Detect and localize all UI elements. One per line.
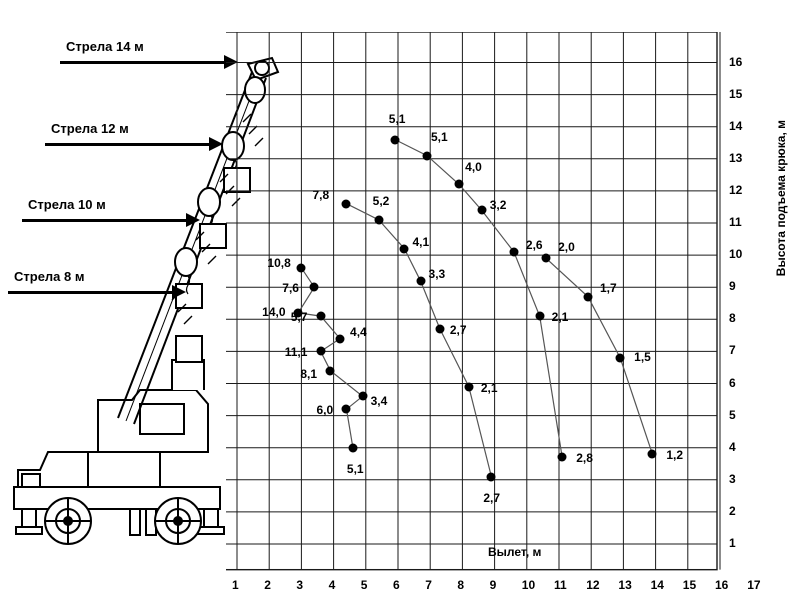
x-tick-15: 15 bbox=[682, 577, 697, 592]
arrow-label-boom-8: Стрела 8 м bbox=[14, 269, 85, 284]
data-point-label: 5,1 bbox=[430, 129, 448, 144]
data-point-label: 4,0 bbox=[465, 160, 482, 175]
data-point bbox=[297, 263, 306, 272]
data-point bbox=[435, 324, 444, 333]
load-curves bbox=[226, 32, 723, 572]
arrow-boom-14 bbox=[60, 39, 240, 69]
y-tick-4: 4 bbox=[729, 439, 736, 454]
data-point bbox=[310, 283, 319, 292]
data-point-label: 5,7 bbox=[290, 310, 308, 325]
data-point-label: 4,4 bbox=[350, 324, 367, 339]
y-tick-12: 12 bbox=[729, 182, 743, 197]
data-point-label: 5,1 bbox=[388, 111, 406, 126]
y-tick-1: 1 bbox=[729, 536, 736, 550]
data-point bbox=[487, 472, 496, 481]
data-point bbox=[455, 180, 464, 189]
y-tick-5: 5 bbox=[729, 407, 736, 422]
data-point-label: 5,1 bbox=[346, 461, 364, 476]
data-point bbox=[535, 312, 544, 321]
data-point-label: 5,2 bbox=[372, 193, 390, 208]
y-tick-9: 9 bbox=[729, 279, 736, 294]
data-point-label: 8,1 bbox=[300, 366, 318, 381]
data-point bbox=[509, 247, 518, 256]
y-tick-8: 8 bbox=[729, 311, 736, 326]
data-point bbox=[416, 276, 425, 285]
x-axis-title: Вылет, м bbox=[488, 545, 542, 559]
data-point bbox=[422, 151, 431, 160]
x-tick-10: 10 bbox=[521, 577, 536, 592]
x-tick-17: 17 bbox=[747, 577, 761, 592]
data-point-label: 4,1 bbox=[412, 234, 430, 249]
data-point-label: 1,7 bbox=[599, 280, 617, 295]
x-tick-2: 2 bbox=[264, 577, 271, 592]
arrow-label-boom-10: Стрела 10 м bbox=[28, 197, 106, 212]
arrow-boom-12 bbox=[45, 121, 225, 151]
data-point bbox=[316, 347, 325, 356]
data-point-label: 3,2 bbox=[489, 198, 507, 213]
x-tick-9: 9 bbox=[489, 577, 497, 592]
data-point-label: 3,4 bbox=[370, 394, 388, 409]
data-point bbox=[616, 353, 625, 362]
data-point bbox=[542, 254, 551, 263]
y-axis-title: Высота подъема крюка, м bbox=[774, 120, 788, 277]
data-point-label: 3,3 bbox=[428, 266, 446, 281]
y-tick-10: 10 bbox=[729, 247, 743, 262]
x-tick-16: 16 bbox=[715, 577, 729, 592]
y-tick-14: 14 bbox=[729, 118, 743, 133]
y-tick-6: 6 bbox=[729, 375, 736, 390]
data-point-label: 2,8 bbox=[576, 451, 593, 466]
data-point-label: 6,0 bbox=[316, 403, 334, 418]
x-tick-14: 14 bbox=[650, 577, 664, 592]
x-tick-13: 13 bbox=[618, 577, 632, 592]
y-tick-2: 2 bbox=[729, 503, 736, 518]
data-point bbox=[477, 206, 486, 215]
x-tick-4: 4 bbox=[328, 577, 336, 592]
data-point bbox=[348, 443, 357, 452]
data-point-label: 2,1 bbox=[551, 310, 569, 325]
data-point-label: 14,0 bbox=[262, 304, 286, 319]
data-point bbox=[358, 392, 367, 401]
data-point bbox=[336, 334, 345, 343]
data-point bbox=[464, 382, 473, 391]
data-point-label: 1,5 bbox=[634, 349, 651, 364]
data-point-label: 2,7 bbox=[449, 322, 467, 337]
x-tick-1: 1 bbox=[232, 577, 239, 592]
arrow-boom-8 bbox=[8, 269, 188, 299]
y-tick-15: 15 bbox=[729, 86, 743, 101]
x-tick-6: 6 bbox=[393, 577, 400, 592]
x-tick-7: 7 bbox=[425, 577, 432, 592]
data-point bbox=[400, 244, 409, 253]
data-point bbox=[342, 405, 351, 414]
x-tick-3: 3 bbox=[296, 577, 304, 592]
data-point-label: 2,7 bbox=[483, 490, 501, 505]
y-tick-16: 16 bbox=[729, 54, 743, 69]
data-point bbox=[390, 135, 399, 144]
data-point-label: 10,8 bbox=[267, 255, 291, 270]
data-point bbox=[374, 215, 383, 224]
data-point-label: 2,6 bbox=[525, 237, 543, 252]
y-tick-13: 13 bbox=[729, 150, 743, 165]
y-tick-7: 7 bbox=[729, 343, 736, 358]
plot-area bbox=[226, 32, 723, 572]
y-tick-11: 11 bbox=[729, 215, 742, 229]
data-point-label: 7,8 bbox=[312, 187, 330, 202]
x-tick-12: 12 bbox=[586, 577, 600, 592]
data-point bbox=[316, 312, 325, 321]
y-tick-3: 3 bbox=[729, 471, 736, 486]
data-point-label: 11,1 bbox=[284, 345, 308, 360]
data-point-label: 1,2 bbox=[666, 448, 684, 463]
arrow-label-boom-14: Стрела 14 м bbox=[66, 39, 144, 54]
data-point bbox=[558, 453, 567, 462]
data-point bbox=[583, 292, 592, 301]
data-point-label: 7,6 bbox=[282, 281, 299, 296]
data-point-label: 2,0 bbox=[558, 240, 575, 255]
data-point bbox=[326, 366, 335, 375]
arrow-label-boom-12: Стрела 12 м bbox=[51, 121, 129, 136]
x-tick-5: 5 bbox=[360, 577, 368, 592]
x-tick-8: 8 bbox=[457, 577, 465, 592]
arrow-boom-10 bbox=[22, 197, 202, 227]
data-point-label: 2,1 bbox=[480, 380, 498, 395]
x-tick-11: 11 bbox=[554, 577, 567, 592]
data-point bbox=[648, 450, 657, 459]
data-point bbox=[342, 199, 351, 208]
